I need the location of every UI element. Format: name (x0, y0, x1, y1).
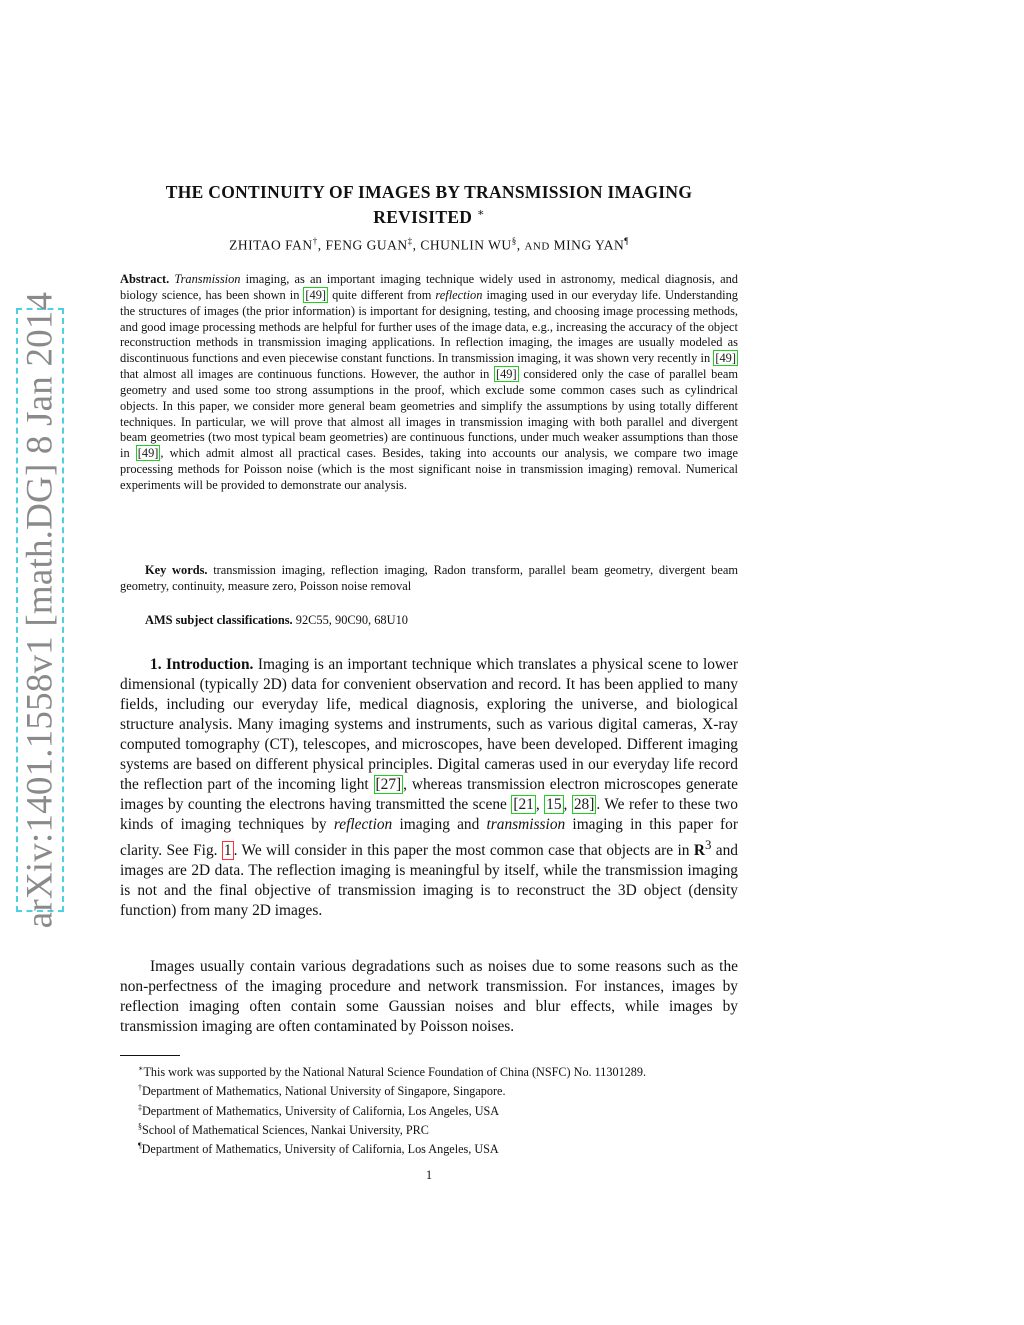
abstract-text-5: considered only the case of parallel beam geometry and used some too strong assumptions in the proof, which exclude some common cases such as cylindrical objects. In this paper, we consider more general beam geometries and simplify the assumptions by using totally different techniques. In particular, we will prove that almost all images in transmission imaging with both parallel and divergent beam geometries (two most typical beam geometries) are continuous functions, under much weaker assumptions than those in (120, 367, 738, 461)
abstract-text-2: quite different from (328, 287, 436, 302)
intro-text-c: . We refer to these two kinds of imaging techniques by (120, 796, 738, 833)
intro-text-g: and images are 2D data. The reflection imaging is meaningful by itself, while the transmission imaging is not and the final objective of transmission imaging is to reconstruct the 3D object (density function) from many 2D images. (120, 842, 739, 920)
footnote-text: School of Mathematical Sciences, Nankai University, PRC (142, 1122, 429, 1137)
citation-link[interactable]: [27] (375, 776, 402, 793)
footnote-rule (120, 1055, 180, 1056)
citation-link[interactable]: [49] (495, 367, 517, 382)
author-4-mark: ¶ (624, 236, 629, 246)
page-number: 1 (425, 1168, 433, 1182)
abstract-text-1: imaging, as an important imaging technique widely used in astronomy, medical diagnosis, and biology science, has been shown in (120, 272, 738, 302)
footnote-affiliation-3 (120, 1119, 738, 1138)
intro-paragraph-1: 1. Introduction. Imaging is an important technique which translates a physical scene to lower dimensional (typically 2D) data for convenient observation and record. It has been applied to many fields, including our everyday life, medical diagnosis, exploring the universe, and biological structure analysis. Many imaging systems and instruments, such as various digital cameras, X-ray computed tomography (CT), telescopes, and microscopes, have been developed. Different imaging systems are based on different physical principles. Digital cameras used in our everyday life record the reflection part of the incoming light [27] , whereas transmission electron microscopes generate images by counting the electrons having transmitted the scene [21 , 15 , 28] . We refer to these two kinds of imaging techniques by reflection imaging and transmission imaging in this paper for clarity. See Fig. 1 . We will consider in this paper the most common case that objects are in $R^3$ and images are 2D data. The reflection imaging is meaningful by itself, while the transmission imaging is not and the final objective of transmission imaging is to reconstruct the 3D object (density function) from many 2D images. (120, 656, 739, 920)
footnote-text: This work was supported by the National Natural Science Foundation of China (NSFC) No. 11301289. (143, 1065, 646, 1080)
title-line-2: REVISITED (373, 206, 473, 227)
paper-title (120, 182, 738, 228)
intro-term-transmission: transmission (486, 816, 566, 833)
figure-link[interactable]: 1 (223, 842, 232, 860)
author-3: CHUNLIN WU (420, 237, 512, 253)
intro-text-a: Imaging is an important technique which translates a physical scene to lower dimensional (typically 2D) data for convenient observation and record. It has been applied to many fields, including our everyday life, medical diagnosis, exploring the universe, and biological structure analysis. Many imaging systems and instruments, such as various digital cameras, X-ray computed tomography (CT), telescopes, and microscopes, have been developed. Different imaging systems are based on different physical principles. Digital cameras used in our everyday life record the reflection part of the incoming light (120, 656, 738, 793)
abstract (120, 272, 738, 494)
abstract-label: Abstract. (120, 272, 170, 286)
author-1: ZHITAO FAN (229, 237, 313, 253)
footnote-text: Department of Mathematics, University of California, Los Angeles, USA (142, 1103, 500, 1118)
keywords-text: transmission imaging, reflection imaging, Radon transform, parallel beam geometry, divergent beam geometry, continuity, measure zero, Poisson noise removal (120, 563, 738, 593)
author-4: MING YAN (553, 237, 625, 253)
keywords (120, 562, 738, 594)
title-footnote-mark: ∗ (476, 207, 485, 219)
ams-label: AMS subject classifications. (145, 613, 293, 627)
footnote-affiliation-2 (120, 1100, 738, 1119)
author-and: AND (524, 240, 550, 253)
intro-paragraph-2: Images usually contain various degradations such as noises due to some reasons such as the non-perfectness of the imaging procedure and network transmission. For instances, images by reflection imaging often contain some Gaussian noises and blur effects, while images by transmission imaging are often contaminated by Poisson noises. (120, 958, 738, 1035)
citation-link[interactable]: [21 (513, 796, 534, 813)
abstract-term-transmission: Transmission (174, 272, 241, 286)
author-2-mark: ‡ (407, 236, 413, 246)
author-list: ZHITAO FAN†, FENG GUAN‡, CHUNLIN WU§, AND MING YAN¶ (229, 236, 629, 253)
footnotes (120, 1061, 738, 1157)
keywords-label: Key words. (145, 563, 208, 577)
footnote-mark: § (138, 1121, 142, 1131)
citation-link[interactable]: 15 (546, 796, 562, 813)
ams-classifications (145, 613, 745, 628)
footnote-mark: † (138, 1083, 142, 1093)
intro-text-d: imaging and (392, 816, 487, 833)
intro-text-b: , whereas transmission electron microscopes generate images by counting the electrons having transmitted the scene (120, 776, 738, 813)
author-1-mark: † (312, 236, 318, 246)
abstract-text-3: imaging used in our everyday life. Understanding the structures of images (the prior information) is important for designing, testing, and choosing image processing methods, and good image processing methods are helpful for further uses of the image data, e.g., increasing the accuracy of the object reconstruction methods in transmission imaging applications. In reflection imaging, the images are usually modeled as discontinuous functions and even piecewise constant functions. In transmission imaging, it was shown very recently in (120, 287, 738, 366)
footnote-text: Department of Mathematics, University of California, Los Angeles, USA (141, 1142, 499, 1157)
citation-link[interactable]: 28] (573, 796, 595, 813)
intro-term-reflection: reflection (333, 816, 393, 833)
arxiv-stamp[interactable]: arXiv:1401.1558v1 [math.DG] 8 Jan 2014 (19, 291, 61, 929)
footnote-mark: ∗ (138, 1064, 144, 1073)
intro-text-f: . We will consider in this paper the most common case that objects are in (233, 842, 694, 860)
footnote-affiliation-1 (120, 1080, 738, 1099)
citation-link[interactable]: [49] (137, 446, 159, 461)
abstract-term-reflection: reflection (435, 287, 483, 302)
footnote-funding (120, 1061, 738, 1080)
intro-text-e: imaging in this paper for clarity. See Fig. (120, 816, 739, 860)
math-r3: R (693, 842, 705, 860)
footnote-text: Department of Mathematics, National University of Singapore, Singapore. (142, 1084, 506, 1099)
footnote-mark: ¶ (138, 1141, 142, 1151)
ams-text: 92C55, 90C90, 68U10 (292, 613, 408, 627)
author-3-mark: § (511, 236, 517, 246)
section-heading: 1. Introduction. (150, 656, 254, 673)
citation-link[interactable]: [49] (715, 351, 736, 366)
footnote-affiliation-4 (120, 1138, 738, 1157)
abstract-text-6: , which admit almost all practical cases. Besides, taking into accounts our analysis, we compare two image processing methods for Poisson noise (which is the most significant noise in transmission imaging) removal. Numerical experiments will be provided to demonstrate our analysis. (120, 446, 738, 492)
citation-link[interactable]: [49] (305, 287, 327, 302)
title-line-1: THE CONTINUITY OF IMAGES BY TRANSMISSION IMAGING (165, 182, 693, 202)
footnote-mark: ‡ (138, 1102, 142, 1112)
math-r3-exponent: 3 (704, 838, 712, 852)
author-2: FENG GUAN (325, 237, 408, 253)
abstract-text-4: that almost all images are continuous functions. However, the author in (120, 367, 494, 382)
